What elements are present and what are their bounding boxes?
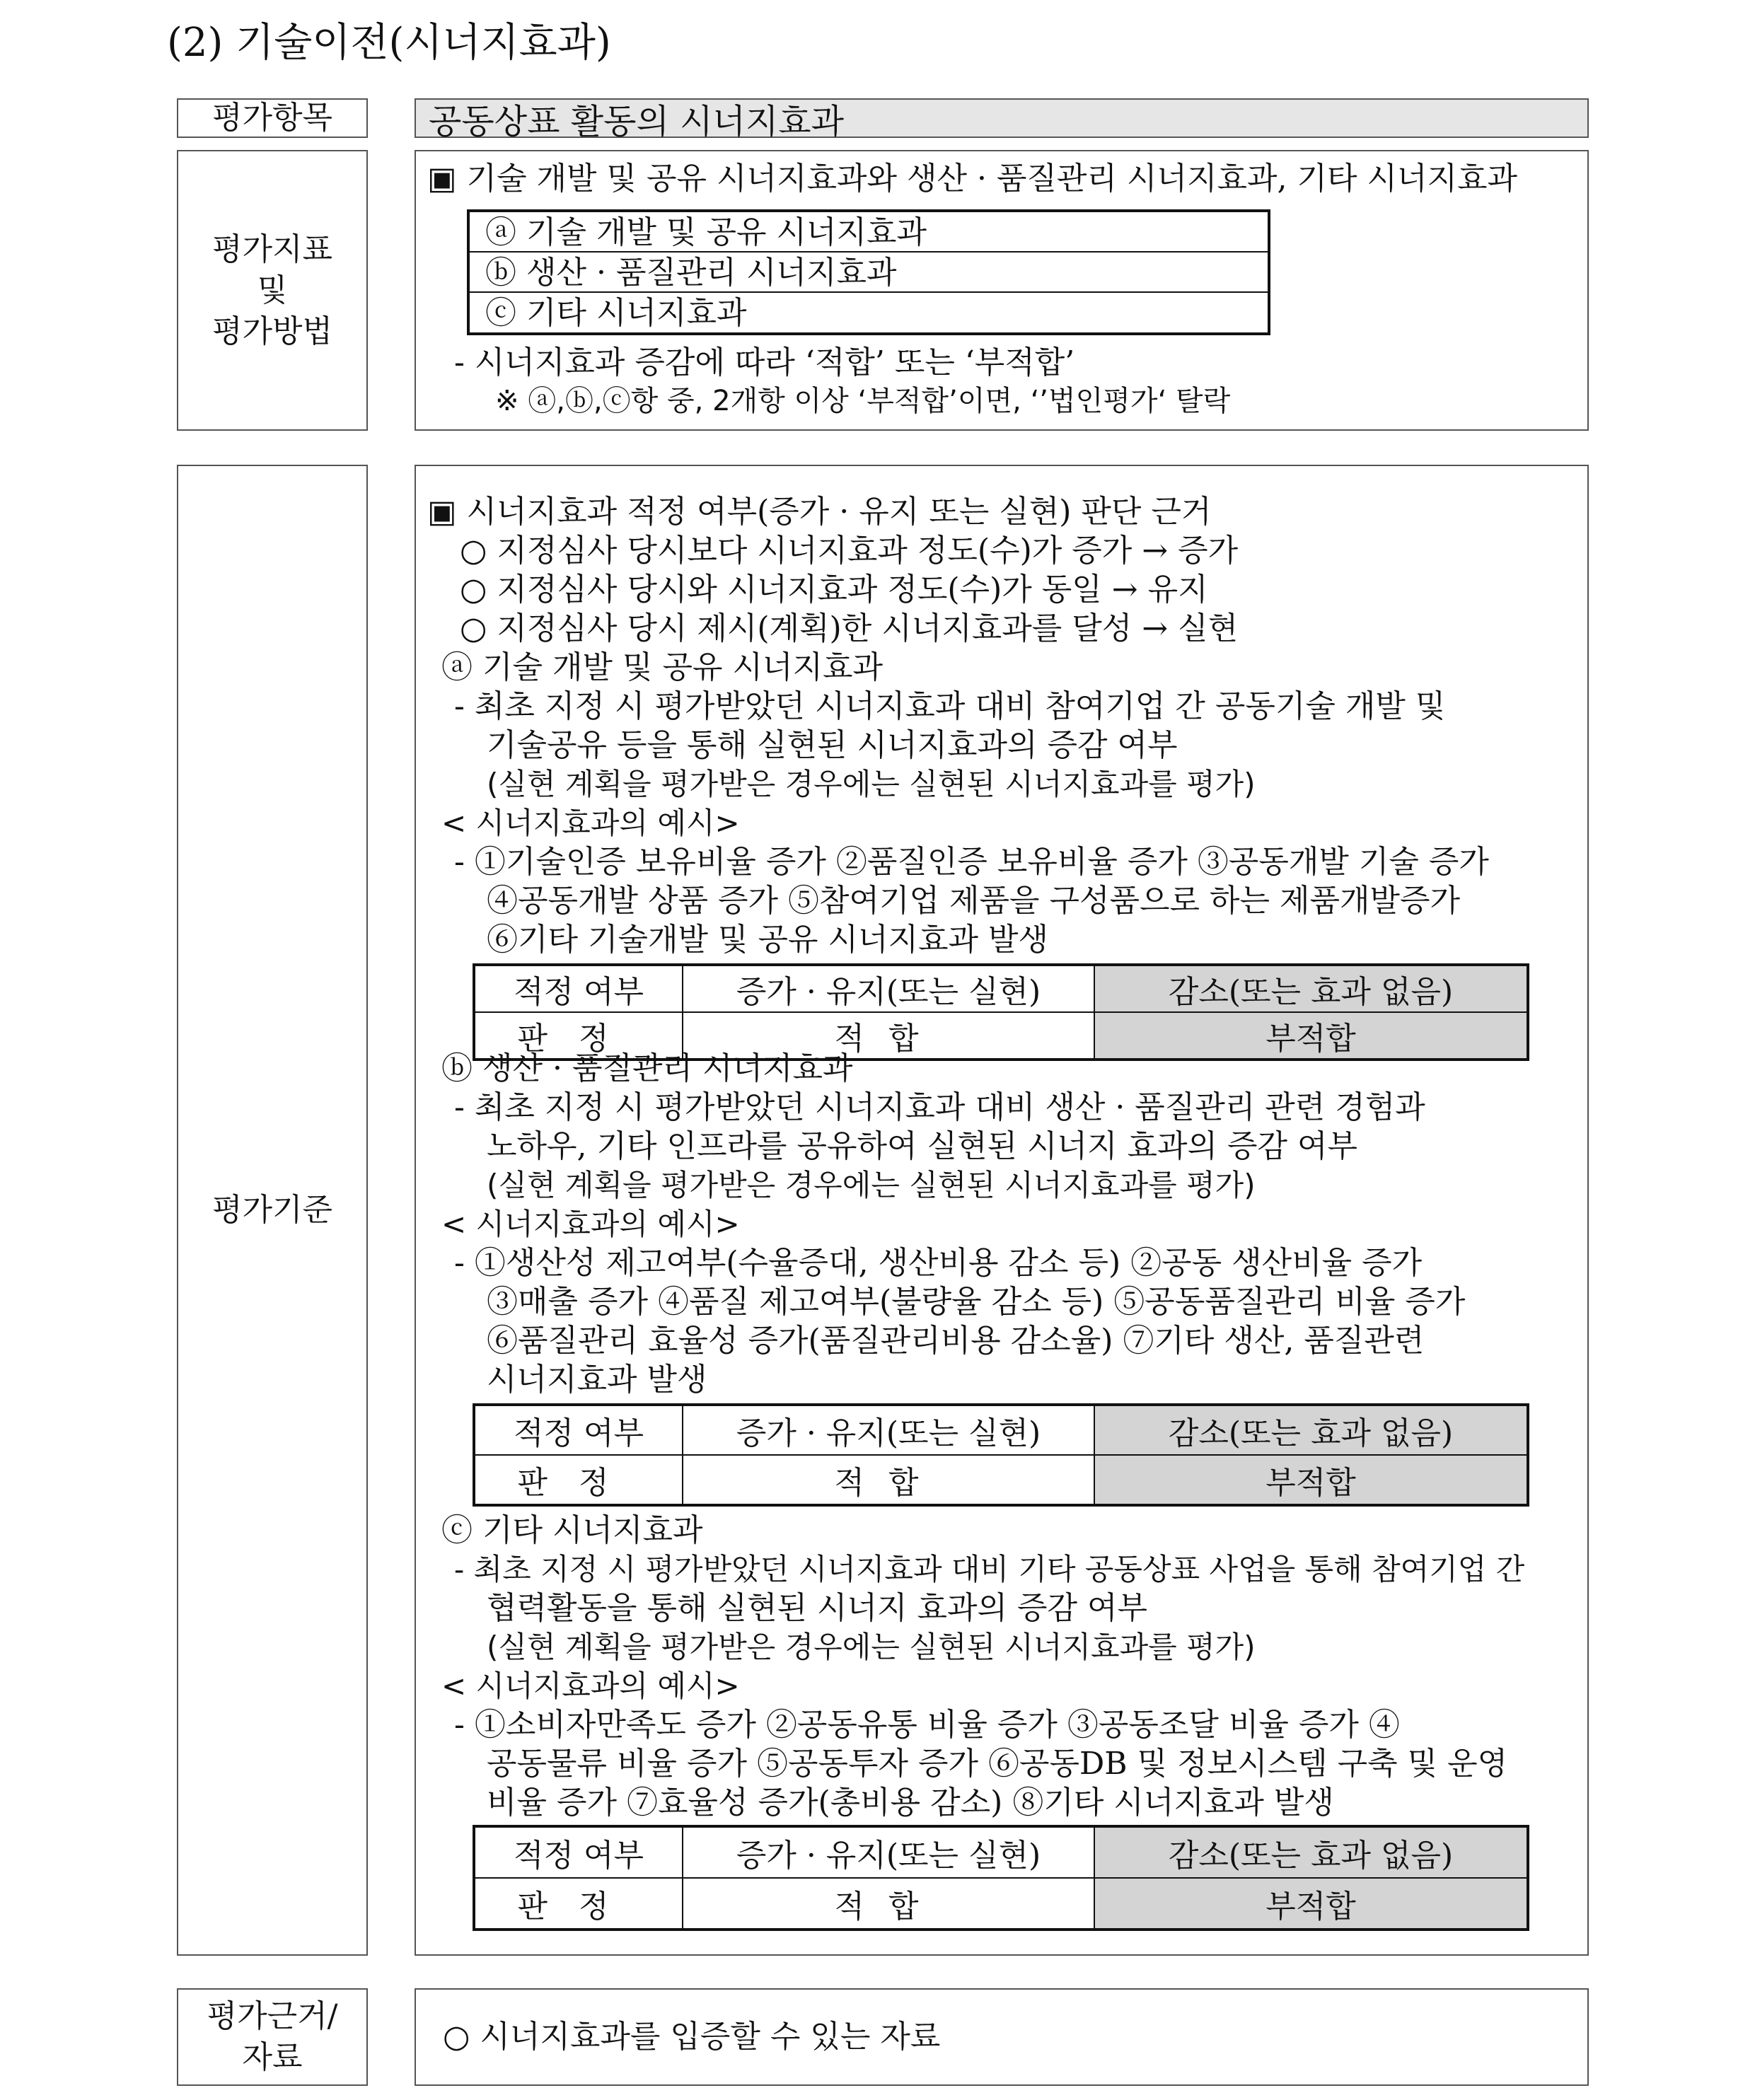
section-b-desc: (실현 계획을 평가받은 경우에는 실현된 시너지효과를 평가) bbox=[487, 1168, 1256, 1202]
table-header: 적정 여부 bbox=[474, 1405, 683, 1455]
basis-label bbox=[177, 1988, 368, 2086]
section-b-desc: - 최초 지정 시 평가받았던 시너지효과 대비 생산 · 품질관리 관련 경험과 bbox=[454, 1089, 1425, 1125]
item-label: 평가항목 bbox=[177, 98, 368, 138]
section-c-desc: 협력활동을 통해 실현된 시너지 효과의 증감 여부 bbox=[487, 1590, 1147, 1626]
table-cell-judgment: 판정 bbox=[474, 1455, 683, 1505]
section-a-example: ④공동개발 상품 증가 ⑤참여기업 제품을 구성품으로 하는 제품개발증가 bbox=[487, 883, 1461, 919]
table-cell-fail: 부적합 bbox=[1094, 1012, 1528, 1060]
table-cell-fail: 부적합 bbox=[1094, 1878, 1528, 1930]
section-b-example: ⑥품질관리 효율성 증가(품질관리비용 감소율) ⑦기타 생산, 품질관련 bbox=[487, 1323, 1425, 1359]
indicator-heading: ▣ 기술 개발 및 공유 시너지효과와 생산 · 품질관리 시너지효과, 기타 시너지효과 bbox=[427, 161, 1518, 197]
section-b-example: 시너지효과 발생 bbox=[487, 1362, 707, 1398]
criteria-heading: ▣ 시너지효과 적정 여부(증가 · 유지 또는 실현) 판단 근거 bbox=[427, 494, 1212, 530]
section-title: (2) 기술이전(시너지효과) bbox=[167, 20, 611, 66]
judgment-table-c bbox=[473, 1825, 1529, 1931]
basis-content bbox=[415, 1988, 1589, 2086]
section-a-example-label: < 시너지효과의 예시> bbox=[441, 806, 740, 840]
table-header: 적정 여부 bbox=[474, 965, 683, 1012]
judgment-table-a bbox=[473, 963, 1529, 1061]
indicator-label-line-1: 평가지표 bbox=[212, 231, 332, 267]
table-header: 적정 여부 bbox=[474, 1826, 683, 1878]
indicator-list-item: ⓐ 기술 개발 및 공유 시너지효과 bbox=[470, 212, 1268, 253]
table-header: 증가 · 유지(또는 실현) bbox=[683, 1405, 1094, 1455]
judgment-table-b bbox=[473, 1403, 1529, 1507]
section-a-desc: (실현 계획을 평가받은 경우에는 실현된 시너지효과를 평가) bbox=[487, 767, 1256, 801]
table-header: 감소(또는 효과 없음) bbox=[1094, 1826, 1528, 1878]
basis-label-line-1: 평가근거/ bbox=[207, 1998, 338, 2034]
criteria-label: 평가기준 bbox=[177, 465, 368, 1956]
table-cell-fail: 부적합 bbox=[1094, 1455, 1528, 1505]
indicator-content bbox=[415, 150, 1589, 431]
basis-text: ○ 시너지효과를 입증할 수 있는 자료 bbox=[443, 2019, 941, 2055]
section-a-desc: 기술공유 등을 통해 실현된 시너지효과의 증감 여부 bbox=[487, 727, 1178, 763]
section-a-desc: - 최초 지정 시 평가받았던 시너지효과 대비 참여기업 간 공동기술 개발 및 bbox=[454, 688, 1446, 724]
section-b-title: ⓑ 생산 · 품질관리 시너지효과 bbox=[441, 1050, 853, 1086]
indicator-list-item: ⓒ 기타 시너지효과 bbox=[485, 295, 747, 331]
table-header: 증가 · 유지(또는 실현) bbox=[683, 965, 1094, 1012]
section-a-title: ⓐ 기술 개발 및 공유 시너지효과 bbox=[441, 649, 883, 685]
indicator-label-line-3: 평가방법 bbox=[212, 313, 332, 349]
table-header: 감소(또는 효과 없음) bbox=[1094, 965, 1528, 1012]
table-header: 감소(또는 효과 없음) bbox=[1094, 1405, 1528, 1455]
indicator-note: - 시너지효과 증감에 따라 ‘적합’ 또는 ‘부적합’ bbox=[454, 344, 1075, 381]
item-value: 공동상표 활동의 시너지효과 bbox=[415, 98, 1589, 138]
section-c-example: - ①소비자만족도 증가 ②공동유통 비율 증가 ③공동조달 비율 증가 ④ bbox=[454, 1707, 1400, 1743]
section-b-desc: 노하우, 기타 인프라를 공유하여 실현된 시너지 효과의 증감 여부 bbox=[487, 1128, 1357, 1164]
criteria-content bbox=[415, 465, 1589, 1956]
criteria-bullet: ○ 지정심사 당시보다 시너지효과 정도(수)가 증가 → 증가 bbox=[460, 533, 1239, 569]
section-b-example-label: < 시너지효과의 예시> bbox=[441, 1207, 740, 1241]
table-cell-pass: 적합 bbox=[683, 1878, 1094, 1930]
basis-label-line-2: 자료 bbox=[242, 2039, 303, 2075]
indicator-label-line-2: 및 bbox=[257, 272, 288, 308]
section-c-desc: (실현 계획을 평가받은 경우에는 실현된 시너지효과를 평가) bbox=[487, 1630, 1256, 1664]
section-c-desc: - 최초 지정 시 평가받았던 시너지효과 대비 기타 공동상표 사업을 통해 참여기업 간 bbox=[454, 1552, 1525, 1586]
section-c-example: 비율 증가 ⑦효율성 증가(총비용 감소) ⑧기타 시너지효과 발생 bbox=[487, 1785, 1334, 1821]
table-header: 증가 · 유지(또는 실현) bbox=[683, 1826, 1094, 1878]
table-cell-judgment: 판정 bbox=[474, 1878, 683, 1930]
indicator-list-item: ⓑ 생산 · 품질관리 시너지효과 bbox=[470, 253, 1268, 293]
section-c-example-label: < 시너지효과의 예시> bbox=[441, 1669, 740, 1703]
indicator-list bbox=[467, 209, 1270, 335]
section-b-example: ③매출 증가 ④품질 제고여부(불량율 감소 등) ⑤공동품질관리 비율 증가 bbox=[487, 1284, 1466, 1320]
indicator-warning: ※ ⓐ,ⓑ,ⓒ항 중, 2개항 이상 ‘부적합’이면, ‘’법인평가‘ 탈락 bbox=[495, 385, 1231, 417]
table-cell-pass: 적합 bbox=[683, 1012, 1094, 1060]
section-c-title: ⓒ 기타 시너지효과 bbox=[441, 1512, 703, 1548]
section-c-example: 공동물류 비율 증가 ⑤공동투자 증가 ⑥공동DB 및 정보시스템 구축 및 운영 bbox=[487, 1746, 1508, 1782]
indicator-label bbox=[177, 150, 368, 431]
table-cell-pass: 적합 bbox=[683, 1455, 1094, 1505]
section-a-example: ⑥기타 기술개발 및 공유 시너지효과 발생 bbox=[487, 922, 1048, 958]
table-cell-judgment: 판정 bbox=[474, 1012, 683, 1060]
criteria-bullet: ○ 지정심사 당시 제시(계획)한 시너지효과를 달성 → 실현 bbox=[460, 610, 1239, 646]
section-b-example: - ①생산성 제고여부(수율증대, 생산비용 감소 등) ②공동 생산비율 증가 bbox=[454, 1245, 1423, 1281]
section-a-example: - ①기술인증 보유비율 증가 ②품질인증 보유비율 증가 ③공동개발 기술 증가 bbox=[454, 844, 1489, 880]
criteria-bullet: ○ 지정심사 당시와 시너지효과 정도(수)가 동일 → 유지 bbox=[460, 572, 1208, 608]
